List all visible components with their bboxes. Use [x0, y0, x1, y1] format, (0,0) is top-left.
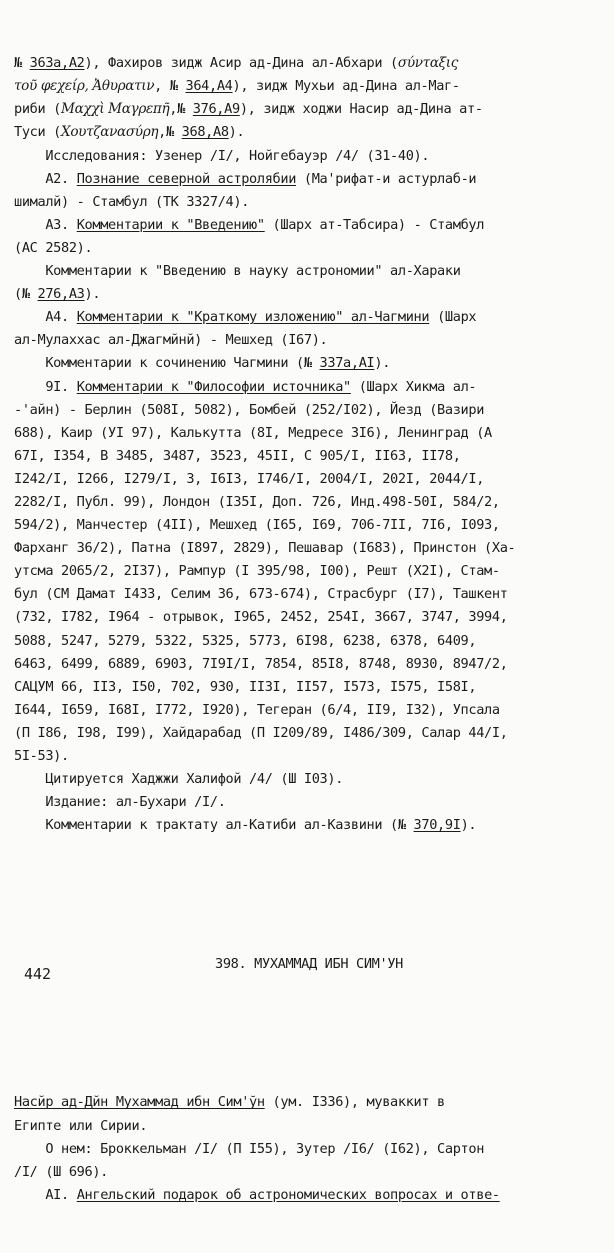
text-run: № [14, 55, 30, 72]
text-line [14, 676, 604, 699]
text-run: (AC 2582). [14, 239, 93, 256]
text-line [14, 491, 604, 514]
text-line [14, 260, 604, 283]
underlined-reference: Насйр ад-Дйн Мухаммад ибн Сим'ўн [14, 1094, 265, 1111]
text-run: 5I-53). [14, 748, 69, 764]
text-run: -'айн) - Берлин (508I, 5082), Бомбей (252/I02), Йезд (Вазири [14, 401, 485, 418]
text-line [14, 653, 604, 676]
text-line [14, 630, 604, 653]
text-run: 9I. [14, 378, 77, 395]
text-run: (Шарх Хикма ал- [350, 378, 477, 395]
text-line [14, 537, 604, 560]
text-line [14, 214, 604, 237]
text-run: ). [228, 124, 245, 141]
text-run: 6463, 6499, 6889, 6903, 7I9I/I, 7854, 85I8, 8748, 8930, 8947/2, [14, 655, 508, 672]
underlined-reference: 363a,A2 [29, 55, 85, 72]
text-run: 2282/I, Публ. 99), Лондон (I35I, Доп. 726, Инд.498-50I, 584/2, [14, 493, 500, 510]
text-line [14, 560, 604, 583]
text-run: Исследования: Узенер /I/, Нойгебауэр /4/ (31-40). [14, 147, 430, 164]
underlined-reference: Ангельский подарок об астрономических вопросах и отве- [76, 1186, 500, 1203]
text-run: I644, I659, I68I, I772, I920), Тегеран (6/4, II9, I32), Упсала [14, 701, 500, 718]
underlined-reference: 276,A3 [37, 286, 85, 303]
text-line [14, 814, 604, 837]
text-line [14, 1091, 604, 1114]
text-run: (П I86, I98, I99), Хайдарабад (П I209/89, I486/309, Салар 44/I, [14, 724, 508, 741]
text-line [14, 329, 604, 352]
text-line [14, 376, 604, 399]
text-line [14, 191, 604, 214]
text-run: /I/ (Ш 696). [14, 1163, 109, 1180]
text-line [14, 514, 604, 537]
text-run: (ум. I336), муваккит в [264, 1094, 445, 1111]
text-line [14, 1184, 604, 1207]
entry-text-block-2 [14, 1091, 604, 1206]
text-run: Фарханг 36/2), Патна (I897, 2829), Пешавар (I683), Принстон (Ха- [14, 540, 516, 557]
text-run: 67I, I354, B 3485, 3487, 3523, 45II, C 905/I, II63, II78, [14, 447, 461, 464]
text-run: (№ [14, 286, 38, 303]
text-run: AI. [14, 1186, 77, 1203]
text-line [14, 168, 604, 191]
underlined-reference: 376,A9 [192, 101, 240, 118]
text-line [14, 445, 604, 468]
text-run: (Шарх [429, 309, 477, 326]
text-run: О нем: Броккельман /I/ (П I55), Зутер /I6/ (I62), Сартон [14, 1140, 485, 1157]
spacer [14, 1022, 604, 1045]
text-run: шималй) - Стамбул (ТК 3327/4). [14, 193, 250, 210]
text-run: (732, I782, I964 - отрывок, I965, 2452, 254I, 3667, 3747, 3994, [14, 609, 508, 626]
underlined-reference: Комментарии к "Философии источника" [76, 378, 351, 395]
underlined-reference: 370,9I [413, 817, 461, 834]
text-run: бул (СМ Дамат I433, Селим 36, 673-674), Страсбург (I7), Ташкент [14, 586, 508, 603]
text-run: , № [154, 78, 186, 95]
text-run: A4. [14, 309, 77, 326]
text-run: Издание: ал-Бухари /I/. [14, 794, 226, 811]
handwritten-greek: Μαχχὶ Μαγρεπῆ [61, 101, 170, 118]
handwritten-greek: σύνταξις [397, 55, 459, 72]
text-run: (Ма'рифат-и астурлаб-и [296, 170, 477, 187]
text-run: ). [84, 286, 101, 303]
text-line [14, 699, 604, 722]
text-line [14, 306, 604, 329]
text-run: (Шарх ат-Табсира) - Стамбул [264, 216, 485, 233]
text-run: 594/2), Манчестер (4II), Мешхед (I65, I69, 706-7II, 7I6, I093, [14, 517, 500, 534]
underlined-reference: 368,A8 [181, 124, 229, 141]
text-line [14, 745, 604, 768]
text-line [14, 768, 604, 791]
text-line [14, 98, 604, 121]
spacer [14, 884, 604, 907]
page-body [14, 6, 604, 1253]
text-run: ), Фахиров зидж Асир ад-Дина ал-Абхари ( [84, 55, 398, 72]
text-line [14, 722, 604, 745]
text-run: Египте или Сирии. [14, 1117, 148, 1134]
text-line [14, 1161, 604, 1184]
text-run: ), зидж Мухьи ад-Дина ал-Маг- [232, 78, 460, 95]
text-run: утсма 2065/2, 2I37), Рампур (I 395/98, I00), Решт (X2I), Стам- [14, 563, 500, 580]
handwritten-greek: Χουτζανασύρη [61, 124, 159, 141]
text-run: I242/I, I266, I279/I, 3, I6I3, I746/I, 2004/I, 202I, 2044/I, [14, 470, 485, 487]
text-line [14, 237, 604, 260]
text-line [14, 1115, 604, 1138]
text-run: ,№ [169, 101, 193, 118]
underlined-reference: 337a,AI [319, 355, 375, 372]
underlined-reference: Комментарии к "Краткому изложению" ал-Чагмини [76, 309, 430, 326]
text-run: Комментарии к сочинению Чагмини (№ [14, 355, 320, 372]
page-number: 442 [24, 965, 52, 983]
handwritten-greek: τοῦ φεχείρ, Ἀθυρατιν [14, 78, 155, 95]
underlined-reference: 364,A4 [185, 78, 233, 95]
text-run: 688), Каир (УI 97), Калькутта (8I, Медресе 3I6), Ленинград (A [14, 424, 492, 441]
text-line [14, 52, 604, 75]
text-run: ). [460, 817, 477, 834]
text-line [14, 75, 604, 98]
text-run: Цитируется Хаджжи Халифой /4/ (Ш I03). [14, 771, 344, 788]
text-line [14, 121, 604, 144]
text-run: A3. [14, 216, 77, 233]
text-run: Туси ( [14, 124, 62, 141]
entry-text-block [14, 52, 604, 837]
text-run: риби ( [14, 101, 62, 118]
text-line [14, 791, 604, 814]
text-line [14, 352, 604, 375]
text-line [14, 606, 604, 629]
section-heading: 398. МУХАММАД ИБН СИМ'УН [214, 955, 404, 972]
text-run: Комментарии к трактату ал-Катиби ал-Казвини (№ [14, 817, 414, 834]
text-run: ал-Мулаххас ал-Джагмйнй) - Мешхед (I67). [14, 332, 328, 349]
text-line [14, 468, 604, 491]
text-line [14, 422, 604, 445]
underlined-reference: Комментарии к "Введению" [76, 216, 265, 233]
text-line [14, 399, 604, 422]
text-line [14, 1138, 604, 1161]
text-run: 5088, 5247, 5279, 5322, 5325, 5773, 6I98, 6238, 6378, 6409, [14, 632, 477, 649]
text-run: ,№ [158, 124, 182, 141]
text-run: ). [374, 355, 391, 372]
underlined-reference: Познание северной астролябии [76, 170, 297, 187]
text-run: САЦУМ 66, II3, I50, 702, 930, II3I, II57, I573, I575, I58I, [14, 678, 477, 695]
text-run: Комментарии к "Введению в науку астрономии" ал-Хараки [14, 263, 461, 280]
text-run: ), зидж ходжи Насир ад-Дина ат- [239, 101, 483, 118]
text-line [14, 145, 604, 168]
text-run: A2. [14, 170, 77, 187]
text-line [14, 283, 604, 306]
text-line [14, 583, 604, 606]
